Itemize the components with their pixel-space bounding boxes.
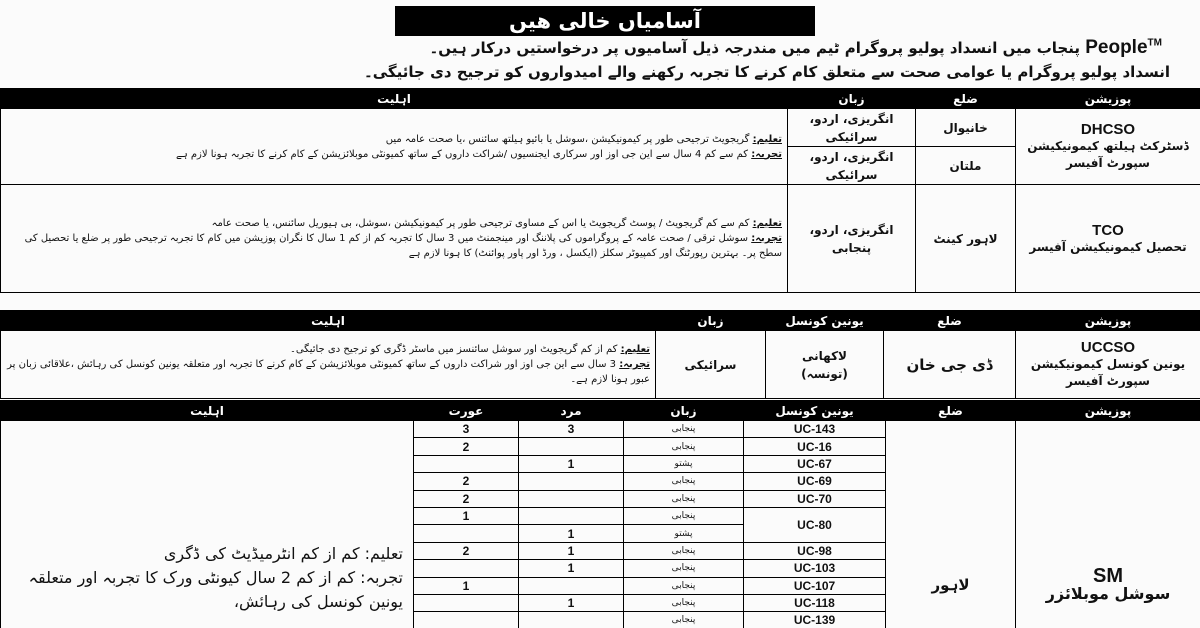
female-count: [414, 612, 519, 628]
position-code: SM: [1093, 564, 1123, 587]
union-council-cell: لاکھانی (تونسہ): [766, 331, 884, 399]
female-count: [414, 525, 519, 542]
education-text: کم از کم انٹرمیڈیٹ کی ڈگری: [163, 543, 360, 563]
female-count: 1: [414, 577, 519, 594]
brand-name: People™: [1085, 37, 1162, 58]
position-sm: [1016, 421, 1200, 628]
qualification-dhcso: تعلیم: گریجویٹ ترجیحی طور پر کیمونیکیشن ،سوشل یا بائیو ہیلتھ سائنس ،یا صحت عامہ میں تجربہ: کم سے کم 4 سال سے این جی اوز اور سرکاری ایجنسیوں /شراکت داروں کے ساتھ کمیونٹی موبلائزیشن کے کام کرنے کا تجربہ ہونا لازم ہے: [1, 109, 788, 185]
header-male: مرد: [519, 401, 624, 421]
header-district: ضلع: [884, 311, 1016, 331]
district-cell: لاہور کینٹ: [916, 185, 1016, 293]
district-cell: خانیوال: [916, 109, 1016, 147]
position-code: DHCSO: [1080, 121, 1136, 138]
position-uccso: [1016, 331, 1200, 399]
district-cell: ڈی جی خان: [884, 331, 1016, 399]
language-cell: انگریزی، اردو، پنجابی: [788, 185, 916, 293]
language-cell: پنجابی: [624, 560, 744, 577]
intro-line-1: [429, 37, 1162, 59]
male-count: 1: [519, 594, 624, 611]
male-count: [519, 438, 624, 455]
header-language: زبان: [624, 401, 744, 421]
language-cell: سرائیکی: [656, 331, 766, 399]
position-dhcso: [1016, 109, 1200, 185]
header-position: پوزیشن: [1016, 89, 1200, 109]
union-council-cell: UC-69: [744, 473, 886, 490]
header-union-council: یونین کونسل: [744, 401, 886, 421]
language-cell: پشتو: [624, 525, 744, 542]
language-cell: پنجابی: [624, 490, 744, 507]
union-council-cell: UC-118: [744, 594, 886, 611]
intro-line-2: انسداد پولیو پروگرام یا عوامی صحت سے متعلق کام کرنے کا تجربہ رکھنے والے امیدواروں کو ترجیح دی جائیگی۔: [363, 63, 1170, 81]
union-council-cell: UC-103: [744, 560, 886, 577]
position-tco: [1016, 185, 1200, 293]
female-count: 2: [414, 490, 519, 507]
position-title: ڈسٹرکٹ ہیلتھ کیمونیکیشن سپورٹ آفیسر: [1027, 139, 1189, 170]
female-count: 3: [414, 421, 519, 438]
union-council-cell: UC-16: [744, 438, 886, 455]
union-council-cell: UC-70: [744, 490, 886, 507]
male-count: [519, 507, 624, 524]
language-cell: پنجابی: [624, 612, 744, 628]
female-count: 2: [414, 473, 519, 490]
experience-text: کم سے کم 4 سال سے این جی اوز اور سرکاری ایجنسیوں /شراکت داروں کے ساتھ کمیونٹی موبلائزیشن کے کام کرنے کا تجربہ ہونا لازم ہے: [175, 148, 749, 160]
table-dhcso-tco: [0, 88, 1200, 293]
table-uccso: [0, 310, 1200, 399]
experience-text: 3 سال سے این جی اوز اور شراکت داروں کے ساتھ کمیونٹی موبلائزیشن کے کام کرنے کا تجربہ اور متعلقہ یونین کونسل کی رہائش ،علاقائی زبان پر عبور ہونا لازم ہے۔: [7, 359, 650, 385]
table-sm: [0, 400, 1200, 628]
header-position: پوزیشن: [1016, 401, 1200, 421]
qualification-sm: تعلیم: کم از کم انٹرمیڈیٹ کی ڈگری تجربہ: کم از کم 2 سال کیونٹی ورک کا تجربہ اور متعلقہ یونین کونسل کی رہائش،: [1, 421, 414, 628]
position-title: سوشل موبلائزر: [1045, 583, 1171, 603]
male-count: [519, 490, 624, 507]
language-cell: پنجابی: [624, 577, 744, 594]
language-cell: پنجابی: [624, 473, 744, 490]
male-count: 1: [519, 455, 624, 472]
position-title: یونین کونسل کیمونیکیشن سپورٹ آفیسر: [1030, 357, 1186, 388]
header-language: زبان: [656, 311, 766, 331]
union-council-cell: UC-143: [744, 421, 886, 438]
female-count: 2: [414, 542, 519, 559]
header-language: زبان: [788, 89, 916, 109]
qualification-uccso: تعلیم: کم از کم گریجویٹ اور سوشل سائنسز میں ماسٹر ڈگری کو ترجیح دی جائیگی۔ تجربہ: 3 سال سے این جی اوز اور شراکت داروں کے ساتھ کمیونٹی موبلائزیشن کے کام کرنے کا تجربہ اور متعلقہ یونین کونسل کی رہائش ،علاقائی زبان پر عبور ہونا لازم ہے۔: [1, 331, 656, 399]
header-position: پوزیشن: [1016, 311, 1200, 331]
female-count: [414, 594, 519, 611]
male-count: 1: [519, 560, 624, 577]
male-count: [519, 612, 624, 628]
female-count: [414, 455, 519, 472]
male-count: 3: [519, 421, 624, 438]
language-cell: پنجابی: [624, 421, 744, 438]
header-district: ضلع: [916, 89, 1016, 109]
experience-text: سوشل ترقی / صحت عامہ کے پروگراموں کی پلاننگ اور مینجمنٹ میں 3 سال کا تجربہ کم از کم 1 سال کا نگران پوزیشن میں کام کا تجربہ ترجیحی طور پر ضلع یا تحصیل کی سطح پر۔ بہترین رپورٹنگ اور کمپیوٹر سکلز (ایکسل ، ورڈ اور پاور پوائنٹ) کا ہونا لازم ہے: [24, 233, 782, 259]
language-cell: پشتو: [624, 455, 744, 472]
header-qualification: اہلیت: [1, 401, 414, 421]
header-female: عورت: [414, 401, 519, 421]
male-count: [519, 473, 624, 490]
language-cell: انگریزی، اردو، سرائیکی: [788, 109, 916, 147]
header-district: ضلع: [886, 401, 1016, 421]
female-count: 1: [414, 507, 519, 524]
union-council-cell: UC-80: [744, 507, 886, 542]
union-council-cell: UC-98: [744, 542, 886, 559]
union-council-cell: UC-67: [744, 455, 886, 472]
union-council-cell: UC-139: [744, 612, 886, 628]
header-union-council: یونین کونسل: [766, 311, 884, 331]
intro-text-1: پنجاب میں انسداد پولیو پروگرام ٹیم میں مندرجہ ذیل آسامیوں پر درخواستیں درکار ہیں۔: [429, 39, 1080, 57]
education-text: کم سے کم گریجویٹ / پوسٹ گریجویٹ یا اس کے مساوی ترجیحی طور پر کیمونیکیشن ،سوشل، بی ہیوریل سائنس، یا صحت عامہ: [211, 218, 750, 229]
district-cell: لاہور: [886, 421, 1016, 628]
language-cell: پنجابی: [624, 594, 744, 611]
header-qualification: اہلیت: [1, 311, 656, 331]
language-cell: پنجابی: [624, 507, 744, 524]
language-cell: پنجابی: [624, 542, 744, 559]
position-title: تحصیل کیمونیکیشن آفیسر: [1029, 239, 1187, 254]
language-cell: انگریزی، اردو، سرائیکی: [788, 147, 916, 185]
qualification-tco: تعلیم: کم سے کم گریجویٹ / پوسٹ گریجویٹ یا اس کے مساوی ترجیحی طور پر کیمونیکیشن ،سوشل، بی ہیوریل سائنس، یا صحت عامہ تجربہ: سوشل ترقی / صحت عامہ کے پروگراموں کی پلاننگ اور مینجمنٹ میں 3 سال کا تجربہ کم از کم 1 سال کا نگران پوزیشن میں کام کا تجربہ ترجیحی طور پر ضلع یا تحصیل کی سطح پر۔ بہترین رپورٹنگ اور کمپیوٹر سکلز (ایکسل ، ورڈ اور پاور پوائنٹ) کا ہونا لازم ہے: [1, 185, 788, 293]
position-code: UCCSO: [1080, 339, 1136, 356]
education-text: کم از کم گریجویٹ اور سوشل سائنسز میں ماسٹر ڈگری کو ترجیح دی جائیگی۔: [289, 344, 618, 355]
vacancies-banner: آسامیاں خالی ھیں: [395, 6, 815, 36]
union-council-cell: UC-107: [744, 577, 886, 594]
district-cell: ملتان: [916, 147, 1016, 185]
male-count: 1: [519, 525, 624, 542]
language-cell: پنجابی: [624, 438, 744, 455]
header-qualification: اہلیت: [1, 89, 788, 109]
female-count: 2: [414, 438, 519, 455]
male-count: 1: [519, 542, 624, 559]
education-text: گریجویٹ ترجیحی طور پر کیمونیکیشن ،سوشل یا بائیو ہیلتھ سائنس ،یا صحت عامہ میں: [385, 133, 750, 145]
female-count: [414, 560, 519, 577]
experience-text: کم از کم 2 سال کیونٹی ورک کا تجربہ اور متعلقہ یونین کونسل کی رہائش،: [28, 567, 403, 611]
male-count: [519, 577, 624, 594]
position-code: TCO: [1092, 221, 1124, 239]
